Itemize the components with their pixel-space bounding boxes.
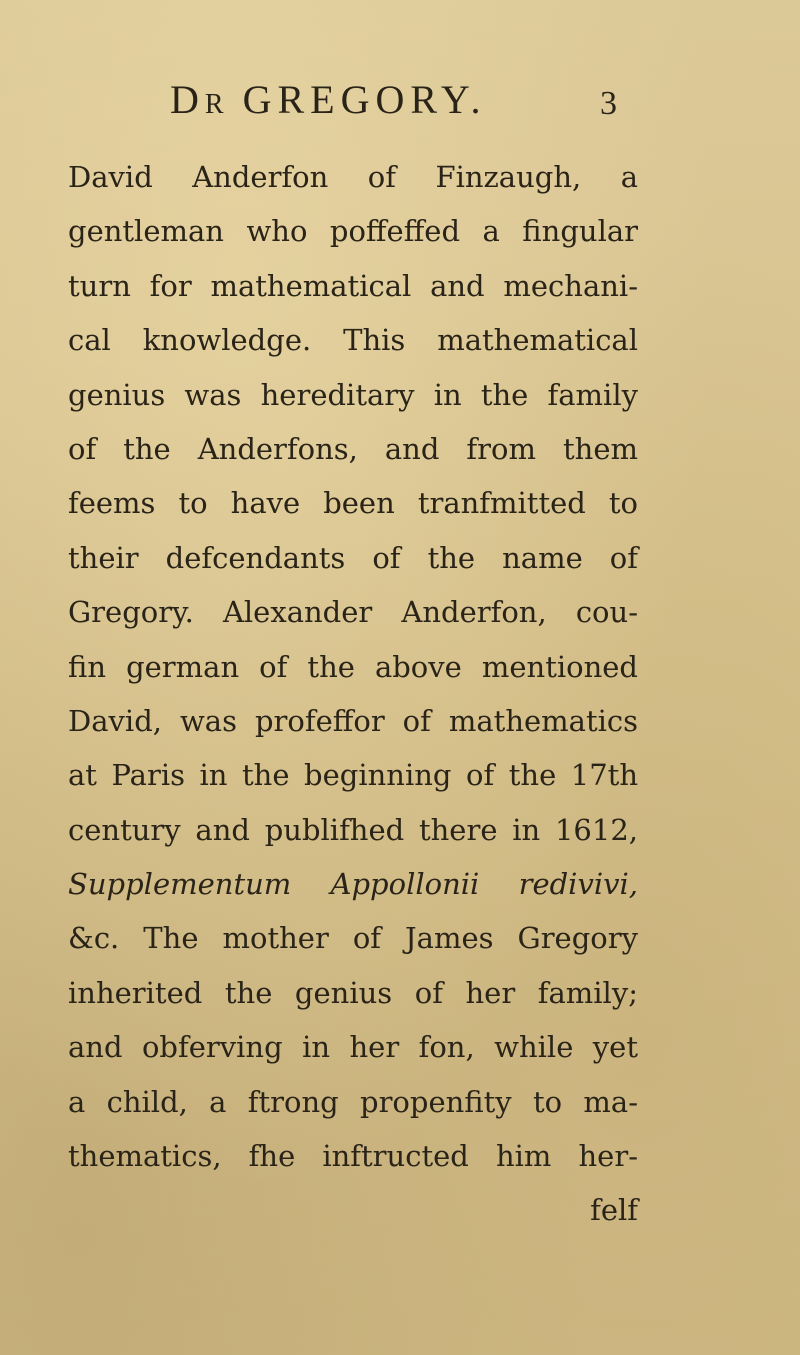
catchword: felf — [590, 1193, 638, 1228]
text-line: thematics, fhe inftructed him her- — [68, 1139, 638, 1174]
text-line: fin german of the above mentioned — [68, 649, 638, 684]
page-number: 3 — [600, 85, 617, 122]
text-line: gentleman who poffeffed a fingular — [68, 214, 638, 249]
text-line: of the Anderfons, and from them — [68, 431, 638, 466]
text-line-italic: Supplementum Appollonii redivivi, — [68, 867, 638, 902]
text-line: a child, a ftrong propenfity to ma- — [68, 1084, 638, 1119]
running-head — [170, 74, 487, 131]
text-line: at Paris in the beginning of the 17th — [68, 758, 638, 793]
text-line: &c. The mother of James Gregory — [68, 921, 638, 956]
text-line: their defcendants of the name of — [68, 540, 638, 575]
text-line: feems to have been tranfmitted to — [68, 486, 638, 521]
text-line: century and publifhed there in 1612, — [68, 812, 638, 847]
body-text — [68, 150, 638, 1238]
text-line: inherited the genius of her family; — [68, 975, 638, 1010]
text-line: genius was hereditary in the family — [68, 377, 638, 412]
running-head-name: GREGORY. — [226, 77, 487, 122]
text-line: David, was profeffor of mathematics — [68, 703, 638, 738]
text-line: David Anderfon of Finzaugh, a — [68, 160, 638, 194]
running-head-prefix: D — [170, 77, 205, 122]
text-line: and obferving in her fon, while yet — [68, 1030, 638, 1065]
page-header — [170, 74, 640, 126]
text-line: cal knowledge. This mathematical — [68, 323, 638, 358]
running-head-small: R — [204, 89, 227, 120]
text-line: turn for mathematical and mechani- — [68, 268, 638, 303]
text-line: Gregory. Alexander Anderfon, cou- — [68, 595, 638, 630]
